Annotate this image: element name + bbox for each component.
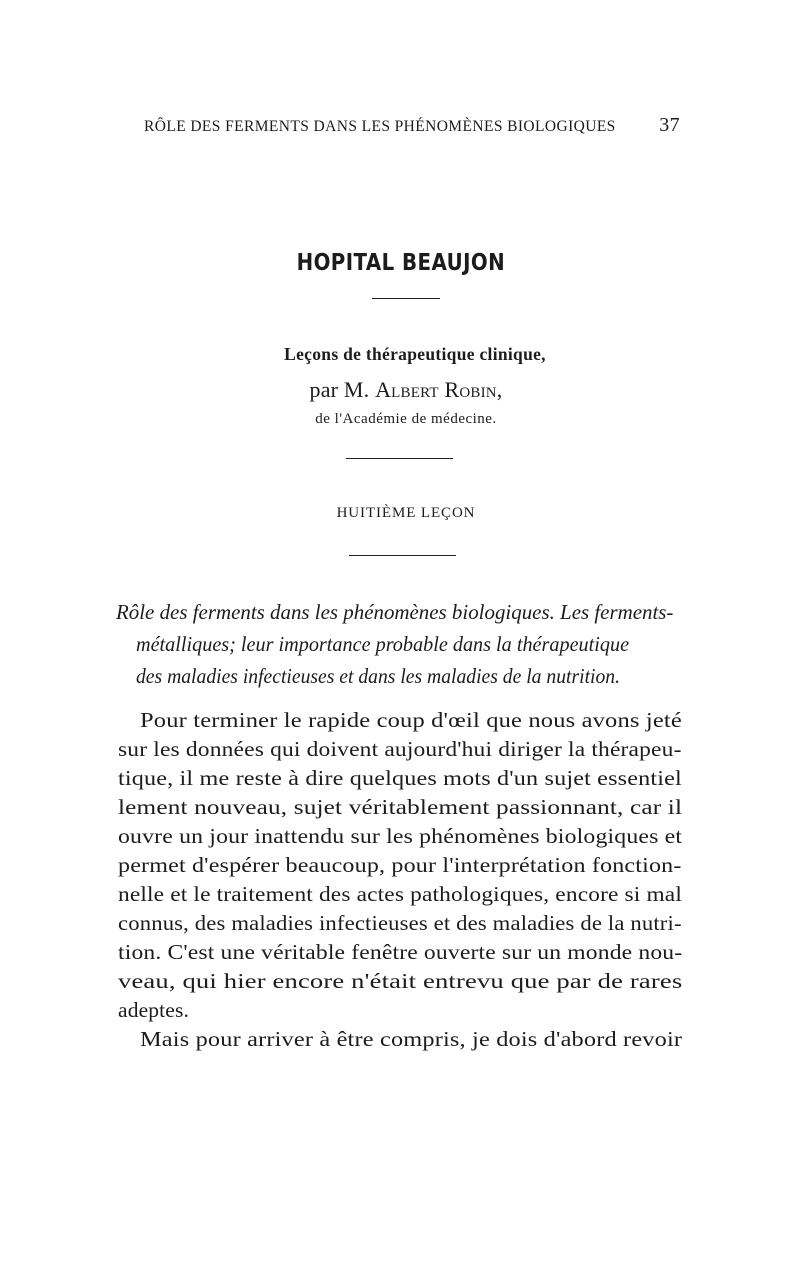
author-line: [0, 377, 800, 403]
body-line: Pour terminer le rapide coup d'œil que nous avons jeté: [140, 708, 682, 732]
body-line: ouvre un jour inattendu sur les phénomènes biologiques et: [118, 824, 683, 848]
author-affiliation: de l'Académie de médecine.: [315, 411, 497, 427]
author-prefix: par M.: [309, 377, 370, 402]
divider-rule: [372, 298, 440, 299]
page-number: 37: [659, 114, 680, 136]
body-line: adeptes.: [118, 998, 190, 1022]
lesson-title: HUITIÈME LEÇON: [336, 505, 476, 521]
body-line: lement nouveau, sujet véritablement passionnant, car il: [118, 795, 683, 819]
body-line: Mais pour arriver à être compris, je dois d'abord revoir: [140, 1027, 683, 1051]
summary-line: métalliques; leur importance probable dans la thérapeutique: [136, 632, 630, 656]
body-line: tique, il me reste à dire quelques mots d'un sujet essentiel: [118, 766, 682, 790]
summary-line: des maladies infectieuses et dans les maladies de la nutrition.: [136, 664, 621, 688]
body-line: connus, des maladies infectieuses et des maladies de la nutri-: [118, 911, 682, 935]
divider-rule: [349, 555, 456, 556]
body-line: nelle et le traitement des actes pathologiques, encore si mal: [118, 882, 682, 906]
body-line: tion. C'est une véritable fenêtre ouverte sur un monde nou-: [118, 940, 683, 964]
author-last-name: Robin,: [444, 377, 503, 402]
hospital-heading: HOPITAL BEAUJON: [296, 250, 506, 276]
course-subtitle: Leçons de thérapeutique clinique,: [284, 344, 546, 364]
author-first-name: Albert: [375, 377, 439, 402]
divider-rule: [346, 458, 453, 459]
summary-line: Rôle des ferments dans les phénomènes biologiques. Les ferments-: [116, 600, 674, 624]
body-line: veau, qui hier encore n'était entrevu que par de rares: [118, 969, 683, 993]
body-line: permet d'espérer beaucoup, pour l'interprétation fonction-: [118, 853, 682, 877]
body-line: sur les données qui doivent aujourd'hui diriger la thérapeu-: [118, 737, 682, 761]
running-head: [140, 116, 680, 138]
running-head-title: RÔLE DES FERMENTS DANS LES PHÉNOMÈNES BIOLOGIQUES: [144, 118, 616, 135]
